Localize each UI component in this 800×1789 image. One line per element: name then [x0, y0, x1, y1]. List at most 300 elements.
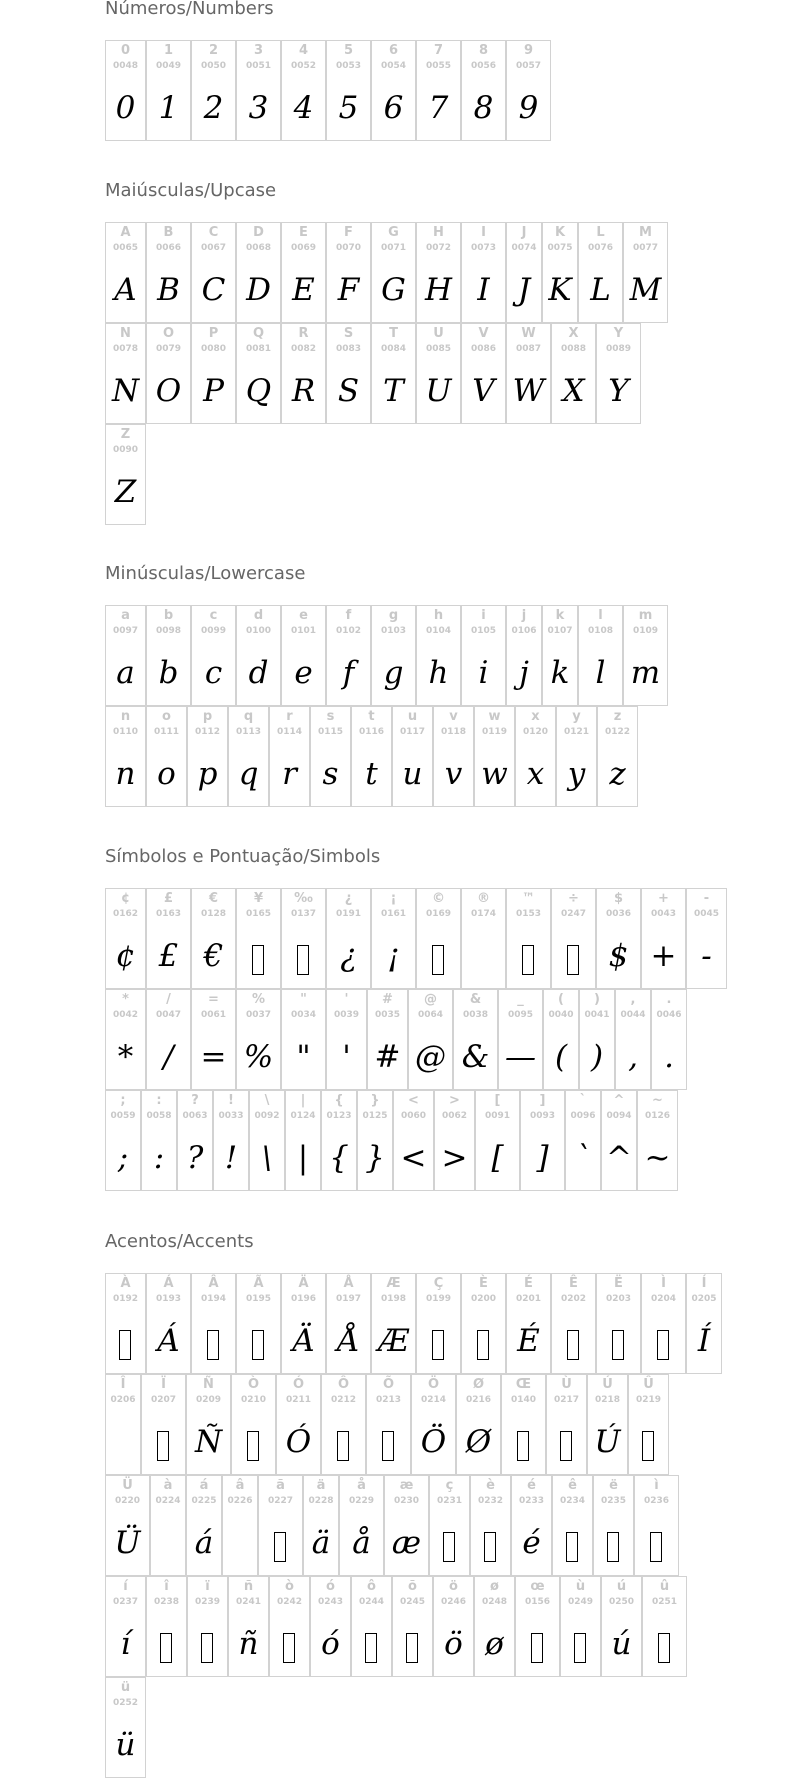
glyph-char-label: ¡	[390, 891, 397, 906]
glyph-sample: ,	[628, 1039, 638, 1075]
glyph-sample: [	[491, 1140, 504, 1176]
glyph-cell	[249, 1090, 285, 1191]
glyph-char-label: ™	[522, 891, 535, 906]
glyph-code: 0064	[417, 1010, 444, 1020]
glyph-char-label: â	[235, 1478, 245, 1493]
glyph-sample: £	[158, 938, 179, 974]
glyph-cell	[578, 605, 623, 706]
glyph-code: 0077	[632, 243, 659, 253]
glyph-cell	[228, 706, 269, 807]
glyph-char-label: Z	[120, 427, 131, 442]
glyph-sample: z	[609, 756, 626, 792]
glyph-cell	[634, 1475, 679, 1576]
glyph-code: 0118	[440, 727, 467, 737]
glyph-cell	[141, 1374, 186, 1475]
glyph-char-label: i	[481, 608, 486, 623]
glyph-cell	[371, 40, 416, 141]
glyph-cell	[498, 989, 543, 1090]
glyph-cell	[191, 888, 236, 989]
glyph-cell	[357, 1090, 393, 1191]
glyph-sample: 6	[383, 90, 404, 126]
glyph-char-label: 7	[433, 43, 444, 58]
glyph-char-label: ~	[652, 1093, 663, 1108]
glyph-char-label: p	[202, 709, 213, 724]
glyph-char-label: å	[357, 1478, 366, 1493]
glyph-code: 0241	[235, 1597, 262, 1607]
glyph-code: 0205	[691, 1294, 717, 1304]
glyph-char-label: #	[382, 992, 393, 1007]
glyph-cell	[578, 222, 623, 323]
glyph-char-label: Ì	[661, 1276, 666, 1291]
glyph-code: 0041	[584, 1010, 610, 1020]
glyph-code: 0091	[484, 1111, 511, 1121]
glyph-char-label: 6	[388, 43, 399, 58]
glyph-char-label: d	[253, 608, 264, 623]
glyph-sample: s	[322, 756, 339, 792]
glyph-char-label: N	[120, 326, 131, 341]
glyph-char-label: &	[469, 992, 482, 1007]
glyph-cell	[191, 222, 236, 323]
glyph-cell	[146, 706, 187, 807]
glyph-sample: i	[478, 655, 489, 691]
glyph-char-label: F	[344, 225, 353, 240]
glyph-code: 0057	[515, 61, 542, 71]
glyph-sample: R	[291, 373, 316, 409]
glyph-sample: )	[590, 1039, 604, 1075]
glyph-code: 0174	[470, 909, 497, 919]
glyph-sample: -	[701, 938, 712, 974]
glyph-code: 0207	[150, 1395, 177, 1405]
glyph-sample: j	[519, 655, 529, 691]
glyph-char-label: }	[370, 1093, 380, 1108]
glyph-cell	[105, 1090, 141, 1191]
glyph-code: 0081	[245, 344, 272, 354]
glyph-char-label: w	[488, 709, 501, 724]
glyph-sample: ~	[644, 1140, 671, 1176]
glyph-char-label: 0	[120, 43, 131, 58]
glyph-cell	[433, 1576, 474, 1677]
glyph-code: 0119	[481, 727, 508, 737]
glyph-code: 0105	[470, 626, 497, 636]
glyph-cell	[552, 1475, 593, 1576]
glyph-char-label: >	[449, 1093, 460, 1108]
glyph-cell	[236, 323, 281, 424]
glyph-code: 0066	[155, 243, 182, 253]
glyph-char-label: 4	[298, 43, 309, 58]
missing-glyph-box	[432, 945, 444, 975]
glyph-sample: (	[554, 1039, 568, 1075]
missing-glyph-box	[574, 1633, 586, 1663]
glyph-cell	[393, 1090, 434, 1191]
glyph-sample: ä	[311, 1525, 331, 1561]
glyph-code: 0244	[358, 1597, 385, 1607]
glyph-cell	[326, 888, 371, 989]
glyph-code: 0156	[524, 1597, 551, 1607]
glyph-sample: Ä	[292, 1323, 315, 1359]
glyph-code: 0126	[644, 1111, 671, 1121]
glyph-cell	[511, 1475, 552, 1576]
missing-glyph-box	[522, 945, 534, 975]
glyph-cell	[515, 706, 556, 807]
glyph-char-label: ÷	[568, 891, 579, 906]
glyph-cell	[615, 989, 651, 1090]
glyph-cell	[146, 222, 191, 323]
glyph-char-label: [	[494, 1093, 501, 1108]
glyph-cell	[326, 605, 371, 706]
glyph-cell	[105, 989, 146, 1090]
glyph-code: 0162	[112, 909, 139, 919]
missing-glyph-box	[297, 945, 309, 975]
glyph-sample: e	[294, 655, 313, 691]
glyph-cell	[371, 1273, 416, 1374]
glyph-char-label: C	[208, 225, 219, 240]
missing-glyph-box	[119, 1330, 131, 1360]
glyph-code: 0087	[515, 344, 542, 354]
glyph-char-label: S	[343, 326, 354, 341]
glyph-cell	[186, 1475, 222, 1576]
glyph-code: 0237	[112, 1597, 139, 1607]
glyph-code: 0230	[393, 1496, 420, 1506]
glyph-char-label: Õ	[382, 1377, 395, 1392]
glyph-char-label: ï	[205, 1579, 210, 1594]
glyph-code: 0229	[348, 1496, 375, 1506]
glyph-cell	[565, 1090, 601, 1191]
glyph-char-label: a	[121, 608, 130, 623]
glyph-cell	[461, 40, 506, 141]
glyph-char-label: ®	[477, 891, 490, 906]
glyph-sample: p	[197, 756, 218, 792]
glyph-cell	[461, 605, 506, 706]
glyph-cell	[146, 989, 191, 1090]
glyph-char-label: I	[481, 225, 486, 240]
glyph-char-label: ã	[276, 1478, 285, 1493]
missing-glyph-box	[642, 1431, 654, 1461]
glyph-code: 0252	[112, 1698, 139, 1708]
missing-glyph-box	[337, 1431, 349, 1461]
glyph-code: 0226	[227, 1496, 253, 1506]
glyph-char-label: ñ	[243, 1579, 254, 1594]
glyph-char-label: q	[243, 709, 254, 724]
glyph-char-label: ©	[432, 891, 445, 906]
glyph-char-label: K	[554, 225, 566, 240]
glyph-code: 0060	[400, 1111, 427, 1121]
glyph-cell	[551, 1273, 596, 1374]
glyph-char-label: H	[433, 225, 444, 240]
glyph-code: 0195	[245, 1294, 272, 1304]
glyph-char-label: Ê	[569, 1276, 578, 1291]
glyph-char-label: Â	[208, 1276, 219, 1291]
glyph-sample: A	[114, 272, 137, 308]
glyph-sample: K	[548, 272, 572, 308]
glyph-code: 0206	[110, 1395, 136, 1405]
glyph-char-label: h	[433, 608, 444, 623]
glyph-sample: ú	[611, 1626, 632, 1662]
glyph-code: 0211	[285, 1395, 312, 1405]
glyph-cell	[475, 1090, 520, 1191]
glyph-char-label: í	[123, 1579, 128, 1594]
glyph-char-label: M	[639, 225, 652, 240]
glyph-code: 0097	[112, 626, 139, 636]
glyph-cell	[258, 1475, 303, 1576]
glyph-char-label: à	[163, 1478, 173, 1493]
glyph-cell	[303, 1475, 339, 1576]
glyph-code: 0163	[155, 909, 182, 919]
glyph-cell	[105, 605, 146, 706]
glyph-cell	[269, 706, 310, 807]
glyph-cell	[146, 40, 191, 141]
glyph-sample: I	[477, 272, 490, 308]
glyph-char-label: 3	[253, 43, 264, 58]
glyph-code: 0076	[587, 243, 614, 253]
section-title: Símbolos e Pontuação/Simbols	[105, 846, 381, 867]
glyph-sample: æ	[391, 1525, 422, 1561]
glyph-cell	[236, 989, 281, 1090]
missing-glyph-box	[484, 1532, 496, 1562]
glyph-sample: %	[243, 1039, 274, 1075]
glyph-cell	[146, 605, 191, 706]
glyph-code: 0073	[470, 243, 497, 253]
glyph-sample: <	[400, 1140, 427, 1176]
glyph-char-label: ,	[630, 992, 636, 1007]
glyph-sample: D	[246, 272, 271, 308]
glyph-code: 0043	[650, 909, 677, 919]
glyph-sample: Á	[157, 1323, 180, 1359]
glyph-cell	[351, 706, 392, 807]
glyph-code: 0053	[335, 61, 362, 71]
glyph-code: 0128	[200, 909, 227, 919]
glyph-code: 0140	[510, 1395, 537, 1405]
glyph-code: 0048	[112, 61, 139, 71]
glyph-code: 0100	[245, 626, 272, 636]
glyph-char-label: Ï	[161, 1377, 166, 1392]
glyph-cell	[593, 1475, 634, 1576]
glyph-cell	[601, 1576, 642, 1677]
glyph-cell	[326, 222, 371, 323]
glyph-char-label: g	[388, 608, 399, 623]
glyph-cell	[310, 1576, 351, 1677]
glyph-char-label: !	[228, 1093, 234, 1108]
glyph-sample: :	[153, 1140, 165, 1176]
glyph-cell	[366, 1374, 411, 1475]
glyph-code: 0094	[606, 1111, 632, 1121]
glyph-cell	[285, 1090, 321, 1191]
glyph-cell	[281, 40, 326, 141]
glyph-char-label: Ö	[427, 1377, 440, 1392]
glyph-code: 0040	[548, 1010, 574, 1020]
missing-glyph-box	[607, 1532, 619, 1562]
glyph-cell	[191, 989, 236, 1090]
glyph-char-label: l	[598, 608, 603, 623]
missing-glyph-box	[658, 1633, 670, 1663]
glyph-code: 0037	[245, 1010, 272, 1020]
missing-glyph-box	[612, 1330, 624, 1360]
glyph-cell	[371, 222, 416, 323]
glyph-cell	[269, 1576, 310, 1677]
glyph-sample: u	[402, 756, 423, 792]
glyph-sample: *	[117, 1039, 134, 1075]
glyph-char-label: 8	[478, 43, 489, 58]
glyph-cell	[150, 1475, 186, 1576]
glyph-cell	[506, 40, 551, 141]
glyph-char-label: è	[486, 1478, 495, 1493]
glyph-code: 0052	[290, 61, 317, 71]
glyph-char-label: u	[407, 709, 418, 724]
glyph-cell	[231, 1374, 276, 1475]
glyph-sample: Å	[337, 1323, 360, 1359]
glyph-sample: w	[481, 756, 508, 792]
glyph-char-label: ú	[616, 1579, 627, 1594]
glyph-code: 0193	[155, 1294, 182, 1304]
glyph-char-label: ä	[316, 1478, 326, 1493]
glyph-sample: X	[562, 373, 585, 409]
missing-glyph-box	[252, 945, 264, 975]
glyph-char-label: ü	[120, 1680, 131, 1695]
glyph-code: 0063	[182, 1111, 208, 1121]
glyph-cell	[416, 888, 461, 989]
glyph-sample: a	[116, 655, 135, 691]
glyph-sample: o	[157, 756, 176, 792]
glyph-cell	[515, 1576, 560, 1677]
glyph-char-label: é	[527, 1478, 536, 1493]
glyph-cell	[105, 1475, 150, 1576]
glyph-code: 0161	[380, 909, 407, 919]
glyph-char-label: É	[524, 1276, 533, 1291]
glyph-cell	[596, 323, 641, 424]
glyph-sample: 5	[338, 90, 359, 126]
glyph-code: 0067	[200, 243, 227, 253]
glyph-char-label: O	[162, 326, 175, 341]
glyph-char-label: =	[208, 992, 219, 1007]
glyph-char-label: %	[251, 992, 266, 1007]
glyph-code: 0204	[650, 1294, 677, 1304]
glyph-cell	[542, 605, 578, 706]
missing-glyph-box	[283, 1633, 295, 1663]
glyph-cell	[321, 1090, 357, 1191]
glyph-cell	[506, 605, 542, 706]
glyph-code: 0124	[290, 1111, 316, 1121]
glyph-char-label: y	[572, 709, 581, 724]
glyph-char-label: ò	[285, 1579, 294, 1594]
glyph-cell	[686, 1273, 722, 1374]
glyph-sample: ö	[444, 1626, 463, 1662]
glyph-char-label: á	[199, 1478, 209, 1493]
glyph-code: 0078	[112, 344, 139, 354]
glyph-char-label: æ	[399, 1478, 414, 1493]
glyph-cell	[146, 1273, 191, 1374]
glyph-cell	[433, 706, 474, 807]
glyph-code: 0231	[436, 1496, 463, 1506]
glyph-sample: #	[374, 1039, 401, 1075]
glyph-sample: ¢	[115, 938, 136, 974]
glyph-cell	[326, 989, 367, 1090]
glyph-char-label: £	[163, 891, 174, 906]
glyph-char-label: ê	[568, 1478, 577, 1493]
glyph-char-label: .	[666, 992, 672, 1007]
glyph-cell	[453, 989, 498, 1090]
glyph-char-label: Ò	[247, 1377, 260, 1392]
glyph-sample: B	[157, 272, 180, 308]
glyph-code: 0051	[245, 61, 272, 71]
glyph-code: 0106	[511, 626, 537, 636]
glyph-code: 0249	[567, 1597, 594, 1607]
glyph-sample: 0	[115, 90, 136, 126]
glyph-char-label: P	[208, 326, 219, 341]
glyph-cell	[105, 222, 146, 323]
glyph-code: 0120	[522, 727, 549, 737]
glyph-cell	[434, 1090, 475, 1191]
glyph-code: 0046	[656, 1010, 682, 1020]
glyph-char-label: +	[658, 891, 669, 906]
glyph-cell	[105, 1576, 146, 1677]
glyph-char-label: 1	[163, 43, 174, 58]
glyph-cell	[236, 605, 281, 706]
glyph-code: 0056	[470, 61, 497, 71]
missing-glyph-box	[160, 1633, 172, 1663]
missing-glyph-box	[207, 1330, 219, 1360]
glyph-sample: |	[297, 1140, 309, 1176]
glyph-sample: Í	[697, 1323, 711, 1359]
glyph-cell	[416, 323, 461, 424]
glyph-code: 0112	[194, 727, 221, 737]
glyph-cell	[461, 1273, 506, 1374]
glyph-sample: ]	[536, 1140, 549, 1176]
glyph-sample: í	[120, 1626, 131, 1662]
glyph-code: 0113	[235, 727, 262, 737]
glyph-cell	[474, 1576, 515, 1677]
glyph-cell	[461, 888, 506, 989]
glyph-cell	[416, 40, 461, 141]
glyph-code: 0251	[651, 1597, 678, 1607]
glyph-code: 0050	[200, 61, 227, 71]
glyph-code: 0122	[604, 727, 631, 737]
glyph-code: 0075	[547, 243, 573, 253]
glyph-sample: t	[365, 756, 378, 792]
glyph-code: 0065	[112, 243, 139, 253]
glyph-code: 0153	[515, 909, 542, 919]
glyph-char-label: |	[300, 1093, 306, 1108]
glyph-char-label: ‰	[294, 891, 313, 906]
glyph-char-label: '	[344, 992, 349, 1007]
glyph-sample: G	[381, 272, 406, 308]
glyph-cell	[236, 888, 281, 989]
glyph-code: 0080	[200, 344, 227, 354]
glyph-cell	[597, 706, 638, 807]
glyph-sample: h	[428, 655, 449, 691]
glyph-char-label: @	[424, 992, 437, 1007]
glyph-cell	[596, 1273, 641, 1374]
glyph-cell	[191, 323, 236, 424]
glyph-code: 0116	[358, 727, 385, 737]
glyph-code: 0219	[635, 1395, 662, 1405]
glyph-code: 0239	[194, 1597, 221, 1607]
glyph-sample: €	[203, 938, 224, 974]
glyph-char-label: \	[264, 1093, 270, 1108]
glyph-char-label: f	[345, 608, 352, 623]
section-title: Acentos/Accents	[105, 1231, 254, 1252]
glyph-cell	[543, 989, 579, 1090]
glyph-sample: d	[248, 655, 269, 691]
glyph-sample: W	[512, 373, 545, 409]
glyph-code: 0034	[290, 1010, 317, 1020]
glyph-sample: F	[337, 272, 360, 308]
glyph-sample: S	[337, 373, 360, 409]
glyph-cell	[456, 1374, 501, 1475]
glyph-cell	[228, 1576, 269, 1677]
glyph-char-label: r	[286, 709, 293, 724]
glyph-code: 0092	[254, 1111, 280, 1121]
glyph-char-label: Ë	[614, 1276, 623, 1291]
glyph-sample: {	[329, 1140, 349, 1176]
